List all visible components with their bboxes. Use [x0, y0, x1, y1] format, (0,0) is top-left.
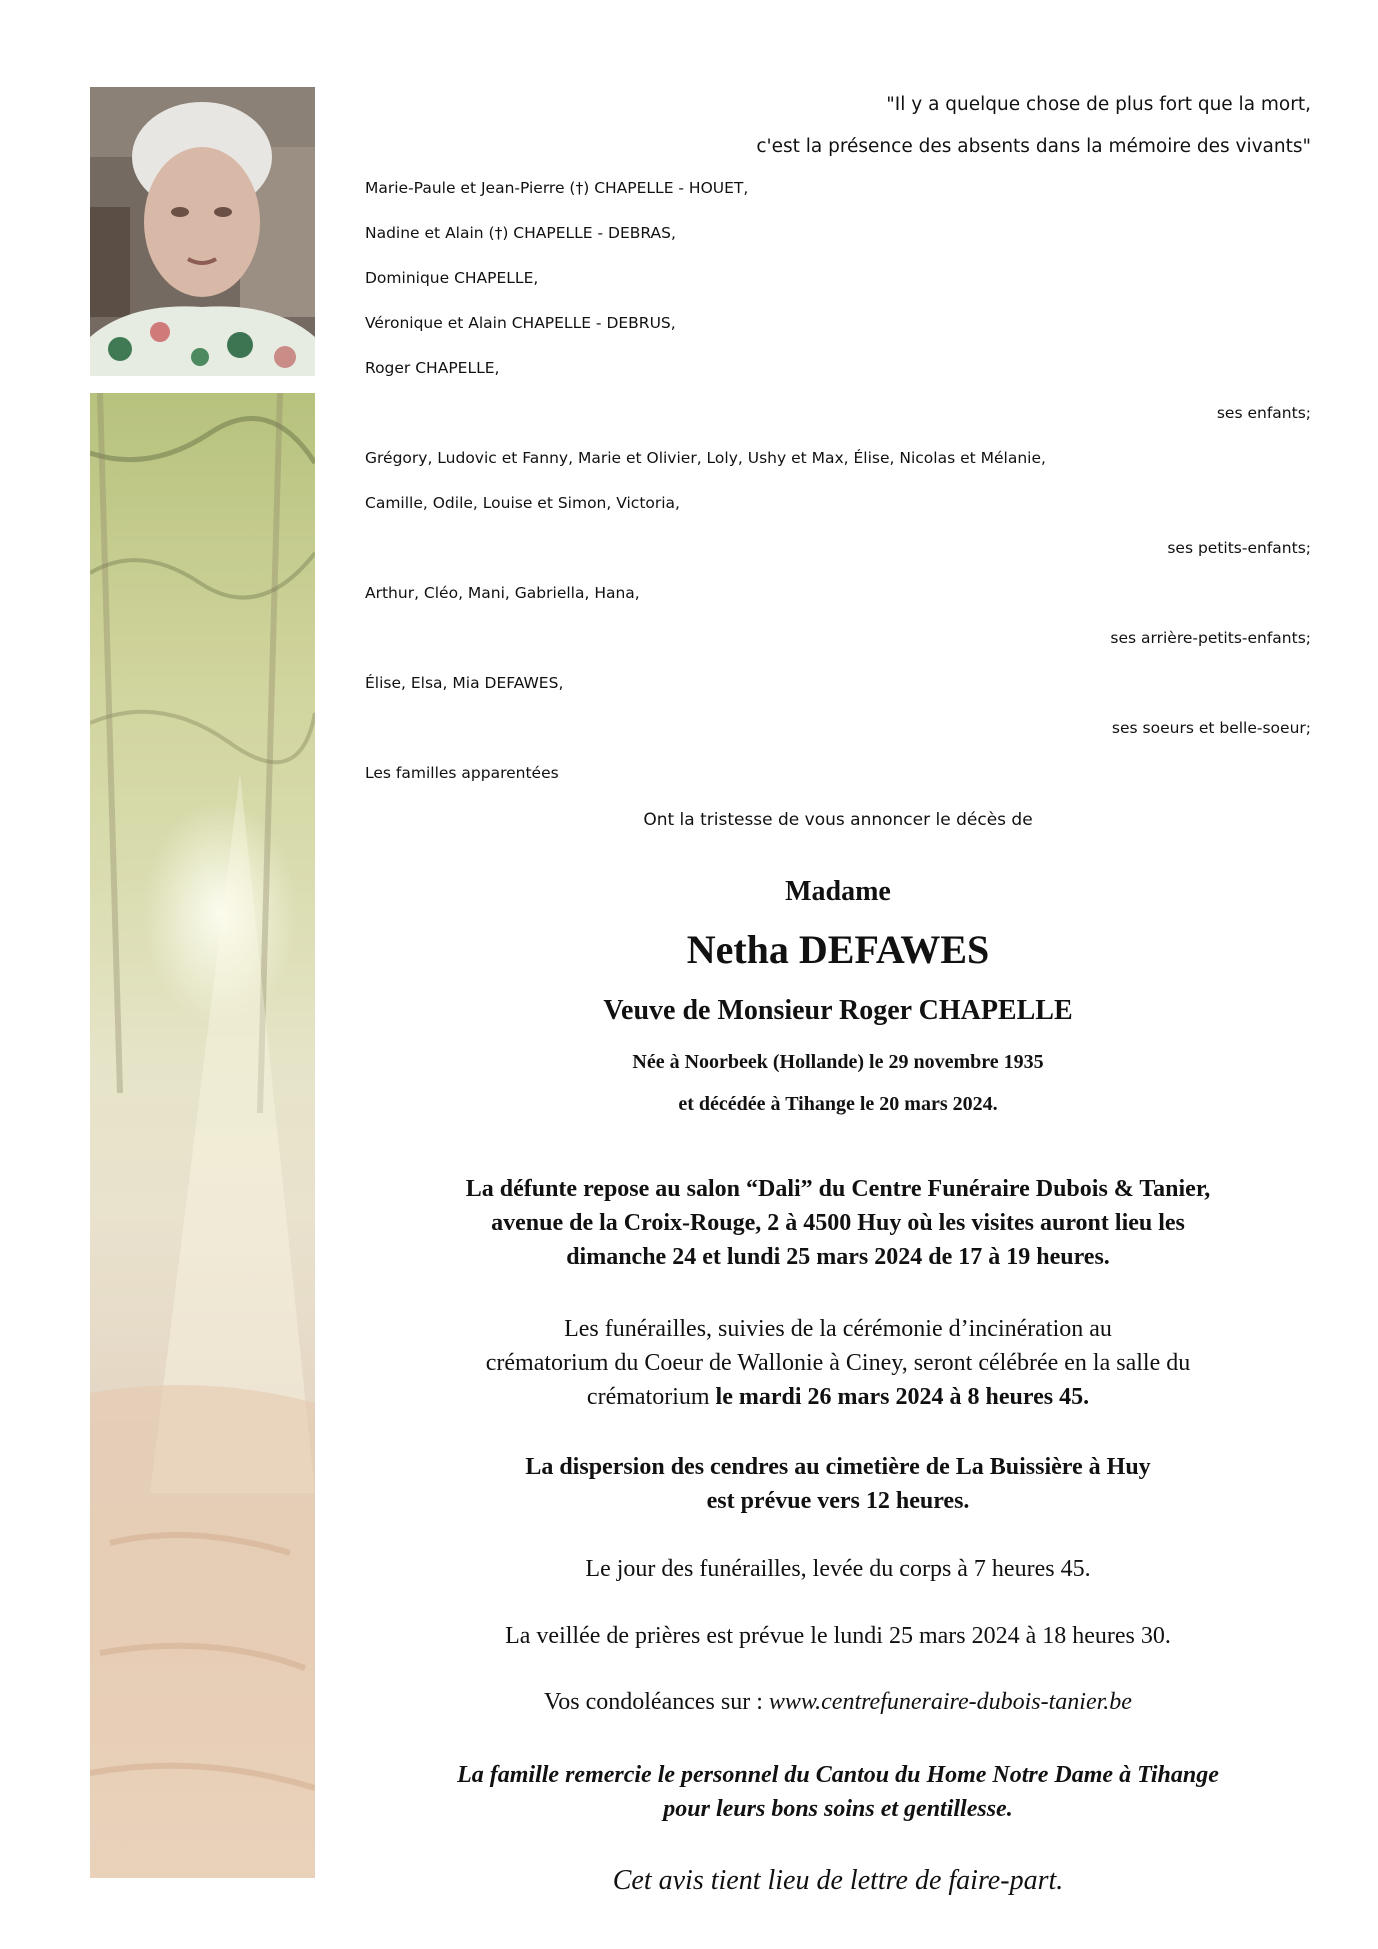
widow-of: Veuve de Monsieur Roger CHAPELLE — [603, 995, 1073, 1026]
condolences — [365, 1689, 1311, 1716]
resting-info — [365, 1172, 1311, 1274]
announcement: Ont la tristesse de vous annoncer le décès de — [643, 810, 1033, 830]
thanks-info — [365, 1758, 1311, 1826]
family-line: Véronique et Alain CHAPELLE - DEBRUS, — [365, 314, 676, 332]
resting-line: La défunte repose au salon “Dali” du Centre Funéraire Dubois & Tanier, — [465, 1176, 1211, 1202]
funeral-line: Les funérailles, suivies de la cérémonie d’incinération au — [564, 1316, 1112, 1342]
forest-banner-image — [90, 393, 315, 1878]
relation-label-sisters: ses soeurs et belle-soeur; — [1111, 719, 1311, 737]
closing-note: Cet avis tient lieu de lettre de faire-part. — [612, 1865, 1064, 1896]
deceased-title: Madame — [785, 876, 891, 907]
family-line: Élise, Elsa, Mia DEFAWES, — [365, 674, 564, 692]
resting-line: dimanche 24 et lundi 25 mars 2024 de 17 à 19 heures. — [566, 1244, 1110, 1270]
thanks-line: La famille remercie le personnel du Cantou du Home Notre Dame à Tihange — [457, 1762, 1219, 1788]
relation-label-grandchildren: ses petits-enfants; — [1167, 539, 1311, 557]
family-line: Nadine et Alain (†) CHAPELLE - DEBRAS, — [365, 224, 676, 242]
birth-info: Née à Noorbeek (Hollande) le 29 novembre 1935 — [632, 1051, 1044, 1073]
family-line: Dominique CHAPELLE, — [365, 269, 539, 287]
family-line: Les familles apparentées — [365, 764, 559, 782]
family-line: Arthur, Cléo, Mani, Gabriella, Hana, — [365, 584, 640, 602]
dispersion-info — [365, 1450, 1311, 1518]
veillee-info: La veillée de prières est prévue le lundi 25 mars 2024 à 18 heures 30. — [505, 1623, 1171, 1649]
portrait-photo — [90, 87, 315, 376]
family-line: Marie-Paule et Jean-Pierre (†) CHAPELLE - HOUET, — [365, 179, 749, 197]
family-line: Roger CHAPELLE, — [365, 359, 500, 377]
deceased-name: Netha DEFAWES — [686, 927, 990, 972]
funeral-line-prefix: crématorium — [586, 1384, 716, 1410]
quote-line-1: "Il y a quelque chose de plus fort que la mort, — [886, 94, 1311, 115]
funeral-line: crématorium du Coeur de Wallonie à Ciney, seront célébrée en la salle du — [485, 1350, 1191, 1376]
funeral-line — [365, 1380, 1311, 1414]
levee-info: Le jour des funérailles, levée du corps à 7 heures 45. — [585, 1556, 1091, 1582]
funeral-info — [365, 1312, 1311, 1414]
family-line: Camille, Odile, Louise et Simon, Victoria, — [365, 494, 680, 512]
relation-label-great-grandchildren: ses arrière-petits-enfants; — [1110, 629, 1311, 647]
condolences-label: Vos condoléances sur : — [544, 1689, 769, 1715]
resting-line: avenue de la Croix-Rouge, 2 à 4500 Huy où les visites auront lieu les — [491, 1210, 1185, 1236]
death-info: et décédée à Tihange le 20 mars 2024. — [678, 1093, 998, 1115]
thanks-line: pour leurs bons soins et gentillesse. — [663, 1796, 1013, 1822]
funeral-datetime: le mardi 26 mars 2024 à 8 heures 45. — [715, 1384, 1090, 1410]
family-line: Grégory, Ludovic et Fanny, Marie et Olivier, Loly, Ushy et Max, Élise, Nicolas et Mélanie, — [365, 449, 1046, 467]
dispersion-line: La dispersion des cendres au cimetière de La Buissière à Huy — [525, 1454, 1151, 1480]
quote-line-2: c'est la présence des absents dans la mémoire des vivants" — [756, 136, 1311, 157]
condolences-url[interactable]: www.centrefuneraire-dubois-tanier.be — [768, 1689, 1132, 1715]
dispersion-line: est prévue vers 12 heures. — [706, 1488, 970, 1514]
relation-label-children: ses enfants; — [1216, 404, 1311, 422]
